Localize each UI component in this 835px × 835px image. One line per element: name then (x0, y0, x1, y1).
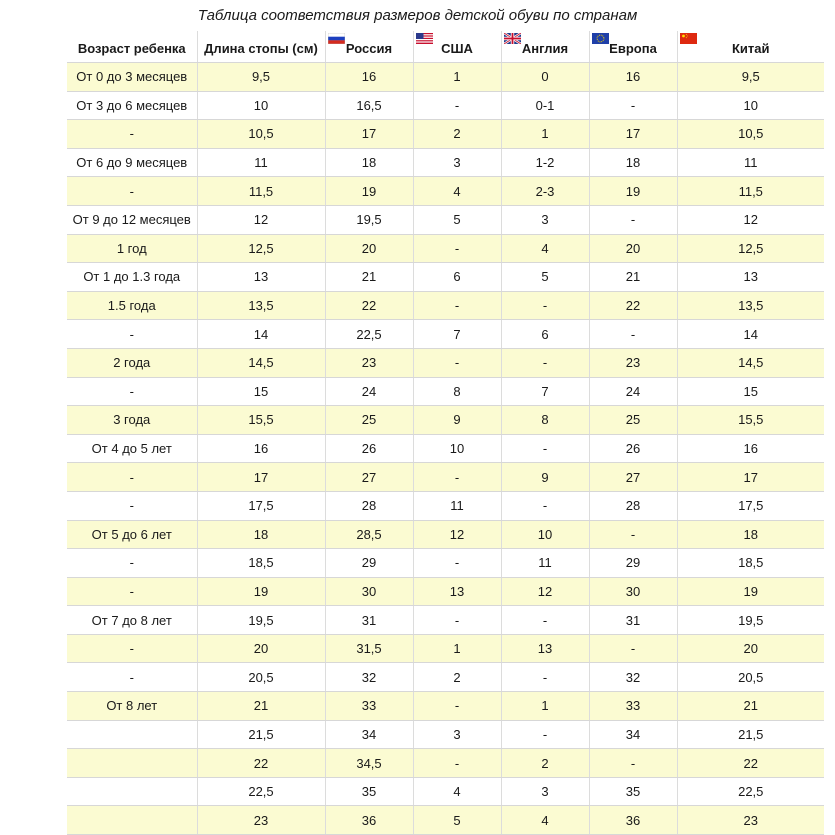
cell-usa: 4 (413, 777, 501, 806)
cell-europe: - (589, 520, 677, 549)
table-row (67, 806, 824, 835)
table-row (67, 491, 824, 520)
cell-usa: 11 (413, 491, 501, 520)
cell-england: - (501, 606, 589, 635)
cell-china: 12 (677, 205, 824, 234)
cell-length: 14,5 (197, 348, 325, 377)
cell-europe: 31 (589, 606, 677, 635)
cell-russia: 34 (325, 720, 413, 749)
table-row (67, 720, 824, 749)
cell-england: - (501, 291, 589, 320)
cell-china: 14 (677, 320, 824, 349)
table-row (67, 291, 824, 320)
cell-length: 11,5 (197, 177, 325, 206)
cell-usa: - (413, 234, 501, 263)
cell-china: 10,5 (677, 120, 824, 149)
cell-england: 9 (501, 463, 589, 492)
cell-russia: 31,5 (325, 634, 413, 663)
table-row (67, 463, 824, 492)
cell-length: 18,5 (197, 549, 325, 578)
cell-russia: 22,5 (325, 320, 413, 349)
table-row (67, 549, 824, 578)
cell-china: 21 (677, 692, 824, 721)
table-row (67, 177, 824, 206)
cell-europe: 27 (589, 463, 677, 492)
table-row (67, 148, 824, 177)
table-row (67, 692, 824, 721)
cell-length: 22 (197, 749, 325, 778)
cell-europe: 22 (589, 291, 677, 320)
cell-age (67, 806, 197, 835)
cell-length: 11 (197, 148, 325, 177)
header-age: Возраст ребенка (67, 31, 197, 63)
cell-china: 13 (677, 263, 824, 292)
cell-england: 2 (501, 749, 589, 778)
header-russia: Россия (325, 31, 413, 63)
cell-china: 9,5 (677, 63, 824, 92)
cell-usa: 6 (413, 263, 501, 292)
cell-russia: 28,5 (325, 520, 413, 549)
cell-england: 11 (501, 549, 589, 578)
cell-russia: 28 (325, 491, 413, 520)
cell-length: 18 (197, 520, 325, 549)
cell-europe: 23 (589, 348, 677, 377)
cell-length: 19 (197, 577, 325, 606)
cell-china: 18 (677, 520, 824, 549)
cell-age: 2 года (67, 348, 197, 377)
cell-england: - (501, 663, 589, 692)
uk-flag-icon (504, 33, 521, 44)
table-row (67, 777, 824, 806)
cell-usa: - (413, 291, 501, 320)
cell-russia: 23 (325, 348, 413, 377)
cell-russia: 22 (325, 291, 413, 320)
cell-length: 14 (197, 320, 325, 349)
table-row (67, 120, 824, 149)
cell-europe: - (589, 205, 677, 234)
cell-age: От 3 до 6 месяцев (67, 91, 197, 120)
cell-russia: 36 (325, 806, 413, 835)
cell-russia: 34,5 (325, 749, 413, 778)
cell-europe: 29 (589, 549, 677, 578)
cell-usa: 1 (413, 63, 501, 92)
cell-usa: - (413, 749, 501, 778)
cell-china: 21,5 (677, 720, 824, 749)
cell-europe: 17 (589, 120, 677, 149)
table-row (67, 606, 824, 635)
cell-europe: 33 (589, 692, 677, 721)
china-flag-icon (680, 33, 697, 44)
size-table (67, 31, 824, 835)
cell-length: 16 (197, 434, 325, 463)
cell-europe: 16 (589, 63, 677, 92)
table-row (67, 634, 824, 663)
cell-russia: 31 (325, 606, 413, 635)
cell-usa: 13 (413, 577, 501, 606)
table-row (67, 205, 824, 234)
cell-russia: 29 (325, 549, 413, 578)
cell-china: 15 (677, 377, 824, 406)
cell-length: 21 (197, 692, 325, 721)
cell-usa: 5 (413, 806, 501, 835)
table-row (67, 263, 824, 292)
cell-usa: 4 (413, 177, 501, 206)
cell-usa: - (413, 692, 501, 721)
cell-china: 15,5 (677, 406, 824, 435)
cell-england: 10 (501, 520, 589, 549)
cell-europe: 20 (589, 234, 677, 263)
cell-age (67, 720, 197, 749)
cell-length: 15,5 (197, 406, 325, 435)
cell-england: 3 (501, 205, 589, 234)
cell-england: 2-3 (501, 177, 589, 206)
table-row (67, 434, 824, 463)
cell-usa: - (413, 91, 501, 120)
cell-age: - (67, 549, 197, 578)
header-england: Англия (501, 31, 589, 63)
table-row (67, 663, 824, 692)
cell-china: 20 (677, 634, 824, 663)
cell-length: 12 (197, 205, 325, 234)
cell-russia: 16,5 (325, 91, 413, 120)
header-row (67, 31, 824, 63)
cell-usa: 5 (413, 205, 501, 234)
cell-russia: 32 (325, 663, 413, 692)
cell-age: - (67, 491, 197, 520)
cell-length: 17,5 (197, 491, 325, 520)
cell-china: 19 (677, 577, 824, 606)
cell-russia: 25 (325, 406, 413, 435)
cell-age: - (67, 177, 197, 206)
cell-age (67, 749, 197, 778)
cell-china: 12,5 (677, 234, 824, 263)
cell-length: 20,5 (197, 663, 325, 692)
table-row (67, 320, 824, 349)
cell-length: 13,5 (197, 291, 325, 320)
cell-europe: 35 (589, 777, 677, 806)
cell-england: 5 (501, 263, 589, 292)
cell-length: 19,5 (197, 606, 325, 635)
cell-age: - (67, 634, 197, 663)
cell-china: 23 (677, 806, 824, 835)
cell-england: - (501, 491, 589, 520)
table-row (67, 234, 824, 263)
cell-age: От 8 лет (67, 692, 197, 721)
cell-china: 17 (677, 463, 824, 492)
cell-length: 21,5 (197, 720, 325, 749)
cell-england: - (501, 434, 589, 463)
cell-russia: 18 (325, 148, 413, 177)
cell-china: 11 (677, 148, 824, 177)
cell-europe: 26 (589, 434, 677, 463)
cell-england: 1-2 (501, 148, 589, 177)
cell-europe: 30 (589, 577, 677, 606)
cell-england: - (501, 348, 589, 377)
cell-usa: 2 (413, 663, 501, 692)
table-row (67, 577, 824, 606)
cell-china: 17,5 (677, 491, 824, 520)
cell-length: 17 (197, 463, 325, 492)
cell-length: 12,5 (197, 234, 325, 263)
cell-russia: 30 (325, 577, 413, 606)
table-row (67, 377, 824, 406)
cell-usa: 9 (413, 406, 501, 435)
cell-length: 20 (197, 634, 325, 663)
cell-age: - (67, 320, 197, 349)
table-row (67, 749, 824, 778)
cell-age: От 5 до 6 лет (67, 520, 197, 549)
cell-england: 4 (501, 806, 589, 835)
cell-england: 0 (501, 63, 589, 92)
cell-usa: 8 (413, 377, 501, 406)
cell-age: От 7 до 8 лет (67, 606, 197, 635)
cell-china: 14,5 (677, 348, 824, 377)
cell-china: 11,5 (677, 177, 824, 206)
usa-flag-icon (416, 33, 433, 44)
cell-age: - (67, 463, 197, 492)
header-china: Китай (677, 31, 824, 63)
cell-china: 10 (677, 91, 824, 120)
cell-china: 22,5 (677, 777, 824, 806)
cell-age: От 6 до 9 месяцев (67, 148, 197, 177)
cell-age: 1.5 года (67, 291, 197, 320)
table-row (67, 520, 824, 549)
cell-russia: 33 (325, 692, 413, 721)
cell-usa: 12 (413, 520, 501, 549)
header-usa: США (413, 31, 501, 63)
cell-england: - (501, 720, 589, 749)
cell-europe: 24 (589, 377, 677, 406)
cell-russia: 17 (325, 120, 413, 149)
cell-age: 3 года (67, 406, 197, 435)
cell-usa: - (413, 348, 501, 377)
cell-usa: 3 (413, 720, 501, 749)
cell-england: 0-1 (501, 91, 589, 120)
cell-russia: 19 (325, 177, 413, 206)
cell-china: 20,5 (677, 663, 824, 692)
cell-age (67, 777, 197, 806)
table-row (67, 63, 824, 92)
cell-russia: 16 (325, 63, 413, 92)
cell-length: 22,5 (197, 777, 325, 806)
cell-age: От 4 до 5 лет (67, 434, 197, 463)
cell-length: 23 (197, 806, 325, 835)
cell-england: 6 (501, 320, 589, 349)
cell-russia: 26 (325, 434, 413, 463)
cell-china: 19,5 (677, 606, 824, 635)
cell-russia: 35 (325, 777, 413, 806)
cell-china: 16 (677, 434, 824, 463)
header-europe: Европа (589, 31, 677, 63)
cell-age: 1 год (67, 234, 197, 263)
cell-age: От 1 до 1.3 года (67, 263, 197, 292)
cell-length: 13 (197, 263, 325, 292)
cell-china: 22 (677, 749, 824, 778)
cell-usa: 1 (413, 634, 501, 663)
cell-usa: 7 (413, 320, 501, 349)
russia-flag-icon (328, 33, 345, 44)
cell-usa: 2 (413, 120, 501, 149)
cell-usa: - (413, 606, 501, 635)
cell-usa: 3 (413, 148, 501, 177)
cell-russia: 19,5 (325, 205, 413, 234)
cell-europe: 21 (589, 263, 677, 292)
cell-europe: 32 (589, 663, 677, 692)
cell-europe: 28 (589, 491, 677, 520)
table-row (67, 91, 824, 120)
cell-europe: - (589, 749, 677, 778)
cell-russia: 20 (325, 234, 413, 263)
cell-europe: 34 (589, 720, 677, 749)
header-length: Длина стопы (см) (197, 31, 325, 63)
cell-england: 1 (501, 120, 589, 149)
cell-europe: - (589, 320, 677, 349)
cell-england: 1 (501, 692, 589, 721)
cell-europe: 19 (589, 177, 677, 206)
cell-usa: - (413, 549, 501, 578)
cell-china: 13,5 (677, 291, 824, 320)
cell-age: - (67, 577, 197, 606)
cell-china: 18,5 (677, 549, 824, 578)
eu-flag-icon (592, 33, 609, 44)
cell-europe: - (589, 91, 677, 120)
cell-england: 3 (501, 777, 589, 806)
cell-usa: 10 (413, 434, 501, 463)
cell-england: 4 (501, 234, 589, 263)
cell-europe: 25 (589, 406, 677, 435)
cell-age: - (67, 120, 197, 149)
cell-europe: 36 (589, 806, 677, 835)
cell-england: 8 (501, 406, 589, 435)
table-row (67, 406, 824, 435)
cell-age: От 9 до 12 месяцев (67, 205, 197, 234)
cell-russia: 21 (325, 263, 413, 292)
cell-england: 7 (501, 377, 589, 406)
page-title: Таблица соответствия размеров детской обуви по странам (197, 7, 638, 24)
table-row (67, 348, 824, 377)
cell-age: - (67, 377, 197, 406)
cell-england: 13 (501, 634, 589, 663)
cell-europe: 18 (589, 148, 677, 177)
cell-age: - (67, 663, 197, 692)
cell-russia: 27 (325, 463, 413, 492)
cell-usa: - (413, 463, 501, 492)
cell-russia: 24 (325, 377, 413, 406)
cell-age: От 0 до 3 месяцев (67, 63, 197, 92)
cell-length: 9,5 (197, 63, 325, 92)
cell-england: 12 (501, 577, 589, 606)
cell-length: 15 (197, 377, 325, 406)
cell-length: 10,5 (197, 120, 325, 149)
cell-europe: - (589, 634, 677, 663)
cell-length: 10 (197, 91, 325, 120)
